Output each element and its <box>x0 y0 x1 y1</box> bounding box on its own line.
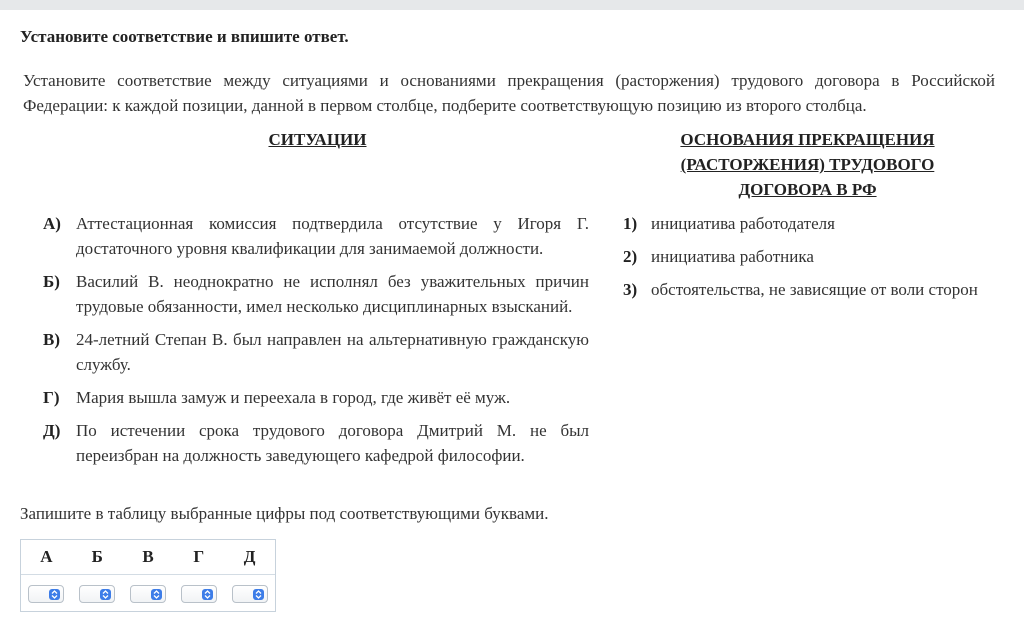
situation-letter: Д) <box>43 421 61 440</box>
answer-header-d: Д <box>243 547 256 566</box>
answer-header-row <box>21 540 275 575</box>
ground-text: обстоятельства, не зависящие от воли сторон <box>651 280 978 299</box>
situation-item <box>43 385 589 410</box>
situation-text: Василий В. неоднократно не исполнял без уважительных причин трудовые обязанности, имел несколько дисциплинарных взысканий. <box>76 272 589 316</box>
answer-select-row <box>21 575 275 612</box>
select-arrows-icon <box>151 589 162 600</box>
ground-text: инициатива работника <box>651 247 814 266</box>
select-arrows-icon <box>253 589 264 600</box>
answer-table <box>20 539 276 612</box>
ground-number: 1) <box>623 214 638 233</box>
ground-number: 2) <box>623 247 638 266</box>
grounds-title: ОСНОВАНИЯ ПРЕКРАЩЕНИЯ (РАСТОРЖЕНИЯ) ТРУДОВОГО ДОГОВОРА В РФ <box>680 130 935 199</box>
situation-text: Мария вышла замуж и переехала в город, где живёт её муж. <box>76 388 511 407</box>
situation-text: Аттестационная комиссия подтвердила отсутствие у Игоря Г. достаточного уровня квалификации для занимаемой должности. <box>76 214 589 258</box>
situations-list <box>43 211 589 476</box>
answer-select-v[interactable] <box>130 585 166 603</box>
ground-item <box>623 211 992 236</box>
top-bar <box>0 0 1024 10</box>
answer-select-g[interactable] <box>181 585 217 603</box>
ground-item <box>623 244 992 269</box>
ground-item <box>623 277 992 302</box>
situation-letter: Г) <box>43 388 60 407</box>
ground-text: инициатива работодателя <box>651 214 835 233</box>
grounds-list <box>623 211 992 310</box>
answer-select-d[interactable] <box>232 585 268 603</box>
select-arrows-icon <box>100 589 111 600</box>
situation-letter: В) <box>43 330 60 349</box>
answer-select-a[interactable] <box>28 585 64 603</box>
ground-number: 3) <box>623 280 638 299</box>
situation-letter: А) <box>43 214 61 233</box>
answer-select-b[interactable] <box>79 585 115 603</box>
answer-header-b: Б <box>91 547 103 566</box>
select-arrows-icon <box>49 589 60 600</box>
situation-item <box>43 327 589 377</box>
situation-item <box>43 211 589 261</box>
situation-item <box>43 269 589 319</box>
answer-header-g: Г <box>193 547 205 566</box>
situation-item <box>43 418 589 468</box>
situation-text: По истечении срока трудового договора Дмитрий М. не был переизбран на должность заведующего кафедрой философии. <box>76 421 589 465</box>
answer-header-v: В <box>142 547 154 566</box>
answer-instruction: Запишите в таблицу выбранные цифры под соответствующими буквами. <box>20 504 549 523</box>
situations-title: СИТУАЦИИ <box>268 130 367 149</box>
task-heading: Установите соответствие и впишите ответ. <box>20 27 349 46</box>
answer-header-a: А <box>40 547 53 566</box>
situation-letter: Б) <box>43 272 60 291</box>
task-intro: Установите соответствие между ситуациями и основаниями прекращения (расторжения) трудового договора в Российской Федерации: к каждой позиции, данной в первом столбце, подберите соответствующую позицию из второго столбца. <box>23 71 995 115</box>
situation-text: 24-летний Степан В. был направлен на альтернативную гражданскую службу. <box>76 330 589 374</box>
select-arrows-icon <box>202 589 213 600</box>
